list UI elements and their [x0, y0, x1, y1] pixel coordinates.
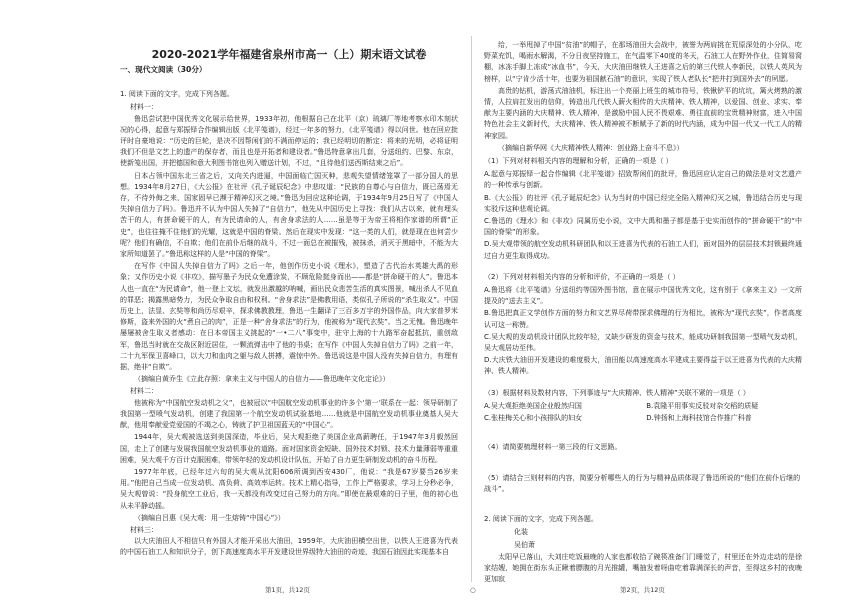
material-2-body	[120, 398, 458, 512]
answer-option: D.大庆铁大油田开发建设的难度极大，油田能以高速度高水平建成主要得益于以王进喜为代表的大庆精神、铁人精神。	[484, 356, 802, 376]
material-1-label: 材料一：	[130, 103, 158, 112]
paragraph: 太阳早已落山，大刘庄吃饭最晚的人家也都收拾了碗筷准备门门睡觉了，村里还在外边走动的是徐家结嫂，她拥在街东头正瞅着膘腹的月光推罐，嘴抽发着呀曲吃着靠满深长的声音，至得这乡村的夜晚更加寂	[484, 552, 802, 582]
answer-option: B.袁隆平用事实反驳对杂交稻的质疑	[646, 401, 759, 410]
answer-option: D.钟扬和上海科技馆合作推广科普	[646, 414, 752, 423]
right-column	[484, 40, 802, 582]
passage-body	[484, 552, 802, 582]
answer-option: B.鲁迅把真正文学创作方面的努力和文艺界尽荷带探求佛理的行为相比，被称为“现代玄奘”，作者高度认可这一称赞。	[484, 309, 802, 329]
column-divider	[471, 36, 472, 582]
paragraph: 高贵的钻机，游荡式油油机，标注出一个亮丽上班生的城市符号，铁锹铲平的坑坑，篱火烤熟的激情，人拉肩扛发出的信仰，铸造出几代铁人薪火相传的大庆精神、铁人精神，以爱国、创业、求实、奉献为主要内涵的大庆精神、铁人精神，是激励中国人民不畏艰难、勇往直前的宝贵精神财富，进入中国特色社会主义新时代，大庆精神、铁人精神被不断赋予了新的时代内涵，成为中国一代又一代工人的精神家园。	[484, 86, 802, 140]
paragraph: 1944年，吴大观被选送到美国深造，毕业后，吴大观拒绝了美国企业高薪聘任，于1947年3月毅然回国，走上了创建与发展我国航空发动机事业的道路。面对国家资金短缺、国外技术封锁、技术力量薄弱等重重困难，吴大观千方百计克服困难，带领年轻的发动机设计队伍，开始了自力更生研制发动机的奋斗历程。	[120, 433, 458, 464]
paragraph: 给，一举甩掉了中国“贫油”的帽子，在那场油田大会战中，被誉为两肩挑在荒原深处的小分队，吃野菜充饥，喝雨水解渴，不分日夜坚持施工，在气温零下40度的冬天，石油工人在野外作业，住简易窝棚，冰冻手脚上冻成“冰血书”，今天，大庆油田继铁人王进喜之后的第三代铁人李新民，以铁人英风为榜样，以“宁肯少活十年，也要为祖国献石油”的意识，实现了铁人老队长“把井打到国外去”的夙愿。	[484, 41, 802, 83]
question-1-prompt: 1. 阅读下面的文字，完成下列各题。	[120, 90, 234, 99]
paragraph: 鲁迅尝试把中国优秀文化展示给世界，1933年初，他根据自己在北平（京）琉璃厂等地考察水印木刻状况的心得，起意与郑振铎合作编辑出版《北平笺谱》，经过一年多的努力，《北平笺谱》得以问世。他在回应批评时自豪地说：“历史的巨轮，是决不因帮闲们的不满而停运的；我已经明切的断定：将来的光明，必将证明我们不但是文艺上的遗产的保存者，而且也是开拓者和建设者。”鲁迅特意拿出几套，分送纽约、巴黎、东京，使新笺出国，并把德国和意大利图书馆也列入赠送计划，不过，“且待他们送西斯结束之后”。	[120, 114, 458, 168]
section-heading: 一、现代文阅读（30分）	[120, 65, 207, 74]
question-2-prompt: 2. 阅读下面的文字，完成下列各题。	[484, 514, 598, 523]
material-1-source: （摘编自黄乔生《立此存照：拿来主义与中国人的自信力——鲁迅晚年文化定论》）	[134, 375, 390, 384]
material-3-continued	[484, 40, 802, 142]
paragraph: 1977年年底，已经年过六旬的吴大观从沈阳606所调到西安430厂，他说：“我是67岁要当26岁来用。”他把自己当成一位发动机、高负荷、高效率运转。技术上精心指导，工作上严格要求，学习上分秒必争，吴大观曾说：“投身航空工业后，我一天都没有改变过自己努力的方向。”即使在最艰难的日子里，他的初心也从未平静动摇。	[120, 467, 458, 510]
passage-title: 化装	[514, 528, 528, 537]
sub-question-2-options	[484, 285, 802, 378]
material-3-body	[120, 536, 458, 558]
answer-option: C.鲁迅的《理水》和《非攻》同属历史小说，文中大禹和墨子都是基于史实而创作的“拼命硬干”的“中国的脊梁”的形象。	[484, 217, 802, 237]
answer-option: A.起意与郑振铎一起合作编辑《北平笺谱》招致帮闲们的批评，鲁迅回应认定自己的做法是对文艺遗产的一种传承与创新。	[484, 170, 802, 190]
passage-author: 吴伯萧	[514, 541, 535, 550]
sub-question-5: （5）请结合三则材料的内容，简要分析哪些人的行为与精神品质体现了鲁迅所说的“他们在前仆后继的战斗”。	[484, 473, 801, 493]
answer-option: D.吴大观带领的航空发动机科研团队和以王进喜为代表的石油工人们，面对国外的层层技术封锁最终通过自力更生取得成功。	[484, 240, 802, 260]
answer-option: A.鲁迅将《北平笺谱》分送纽约等国外图书馆，意在展示中国优秀文化，这有别于《拿来主义》一文所提及的“送去主义”。	[484, 286, 802, 306]
material-2-source: （摘编自吕惠《吴大观：用一生熔铸“中国心”》）	[134, 513, 285, 522]
material-1-body	[120, 114, 458, 374]
sub-question-4: （4）请简要梳理材料一第三段的行文思路。	[484, 443, 622, 452]
page-number-left: 第1页，共12页	[265, 586, 310, 594]
sub-question-1-options	[484, 169, 802, 262]
material-3-source: （摘编自新华网《大庆精神铁人精神：创业路上奋斗不息》）	[498, 143, 684, 152]
paragraph: 在写作《中国人失掉自信力了吗》之后一年，他创作历史小说《理水》，塑造了古代治水英雄大禹的形象；又作历史小说《非攻》，描写墨子为民众免遭涂炭，不顾危险挺身而出——都是“拼命硬干的人”。鲁迅本人也一直在“为民请命”，他一登上文坛，就发出激越的呐喊，画出民众悲苦生活的真实图景，喊出杀人不见血的罪恶；揭露黑暗势力，为民众争取自由和权利。“舍身求法”是佛教用语，类似孔子所说的“杀生取义”。中国历史上，法显、玄奘等和尚历尽艰辛，探求佛教教理，鲁迅一生翻译了三百多万字的外国作品，向大家普罗米修斯，盗来外国的火“煮自己的肉”，正是一种“舍身求法”的行为，他被称为“现代玄奘”。当之无愧。鲁迅晚年屡屡被舍生取义者感动：在日本帝国主义挑起的“一•二八”事变中，驻守上海的十九路军奋起抵抗，重创敌军，鲁迅当时就在交战区附近居住，一颗流弹击中了他的书桌；在写作《中国人失掉自信力了吗》之前一年，二十九军保卫喜峰口，以大刀和血肉之躯与敌人拼搏，震惊中外。鲁迅说这是中国人没有失掉自信力，有理有据，绝非“自欺”。	[120, 262, 458, 372]
page-title: 2020-2021学年福建省泉州市高一（上）期末语文试卷	[151, 48, 427, 61]
material-2-label: 材料二：	[130, 387, 158, 396]
sub-question-1: （1）下列对材料相关内容的理解和分析，正确的一项是（ ）	[484, 157, 673, 166]
paragraph: 日本占领中国东北三省之后，又向关内进逼，中国面临亡国灭种，悲观失望情绪笼罩了一部分国人的思想。1934年8月27日，《大公报》在社评《孔子诞辰纪念》中悲叹道：“民族的自尊心与自信力，既已荡焉无存，不待外侮之来，国家固早已濒于精神幻灭之境。”鲁迅为回应这种论调，于1934年9月25日写了《中国人失掉自信力了吗》。鲁迅并不认为中国人失掉了“自信力”，他先从中国历史上寻找：我们从古以来，就有埋头苦干的人，有拼命硬干的人，有为民请命的人，有舍身求法的人……虽是等于为帝王将相作家谱的所谓“正史”，也往往掩不住他们的光耀，这就是中国的脊梁。然后在现实中发现：“这一类的人们，就是现在也何尝少呢？他们有确信，不自欺；他们在前仆后继的战斗，不过一面总在被摧残，被抹杀，消灭于黑暗中，不能为大家所知道罢了。”鲁迅称这样的人是“中国的脊梁”。	[120, 171, 458, 259]
answer-option: C.张桂梅关心和小孩排队的妇女	[484, 414, 583, 423]
answer-option: A.吴大观拒绝美国企业般然归国	[484, 401, 582, 410]
sub-question-3-options	[484, 401, 802, 424]
paragraph: 他被称为“中国航空发动机之父”，也被冠以“中国航空发动机事业的许多个‘第一’联系在一起：领导研制了我国第一型喷气发动机，创建了我国第一个航空发动机试验基地……他就是中国航空发动机事业奠基人吴大猷，他用奉献爱党爱国的不竭之心，铸就了护卫祖国蓝天的“中国心”。	[120, 398, 458, 430]
left-column	[120, 62, 458, 582]
answer-option-row	[484, 401, 802, 412]
sub-question-3: （3）根据材料及数材内容，下列事迹与“大庆精神、铁人精神”关联不紧的一项是（ ）	[484, 388, 750, 397]
page-number-right: 第2页，共12页	[620, 586, 665, 594]
answer-option: B.《大公报》的社评《孔子诞辰纪念》认为当时的中国已经完全陷入精神幻灭之城，鲁迅结合历史与现实驳斥这种悲观论调。	[484, 193, 802, 213]
sub-question-2: （2）下列对材料相关内容的分析和评价，不正确的一项是（ ）	[484, 272, 680, 281]
answer-option: C.吴大观的发动机设计团队比较年轻，又缺少研发的资金与技术，能成功研制我国第一型喷气发动机，吴大观居功至伟。	[484, 332, 802, 353]
binding-mark: ○	[470, 586, 476, 594]
paragraph: 以大庆油田人不相信只有外国人才能开采出大油田，1959年，大庆油田横空出世，以铁人王进喜为代表的中国石油工人和知识分子，创下高速度高水平开发建设世界级特大油田的奇迹，我国石油因此实现基本自	[120, 537, 458, 557]
answer-option-row	[484, 413, 802, 424]
material-3-label: 材料三：	[130, 525, 158, 534]
